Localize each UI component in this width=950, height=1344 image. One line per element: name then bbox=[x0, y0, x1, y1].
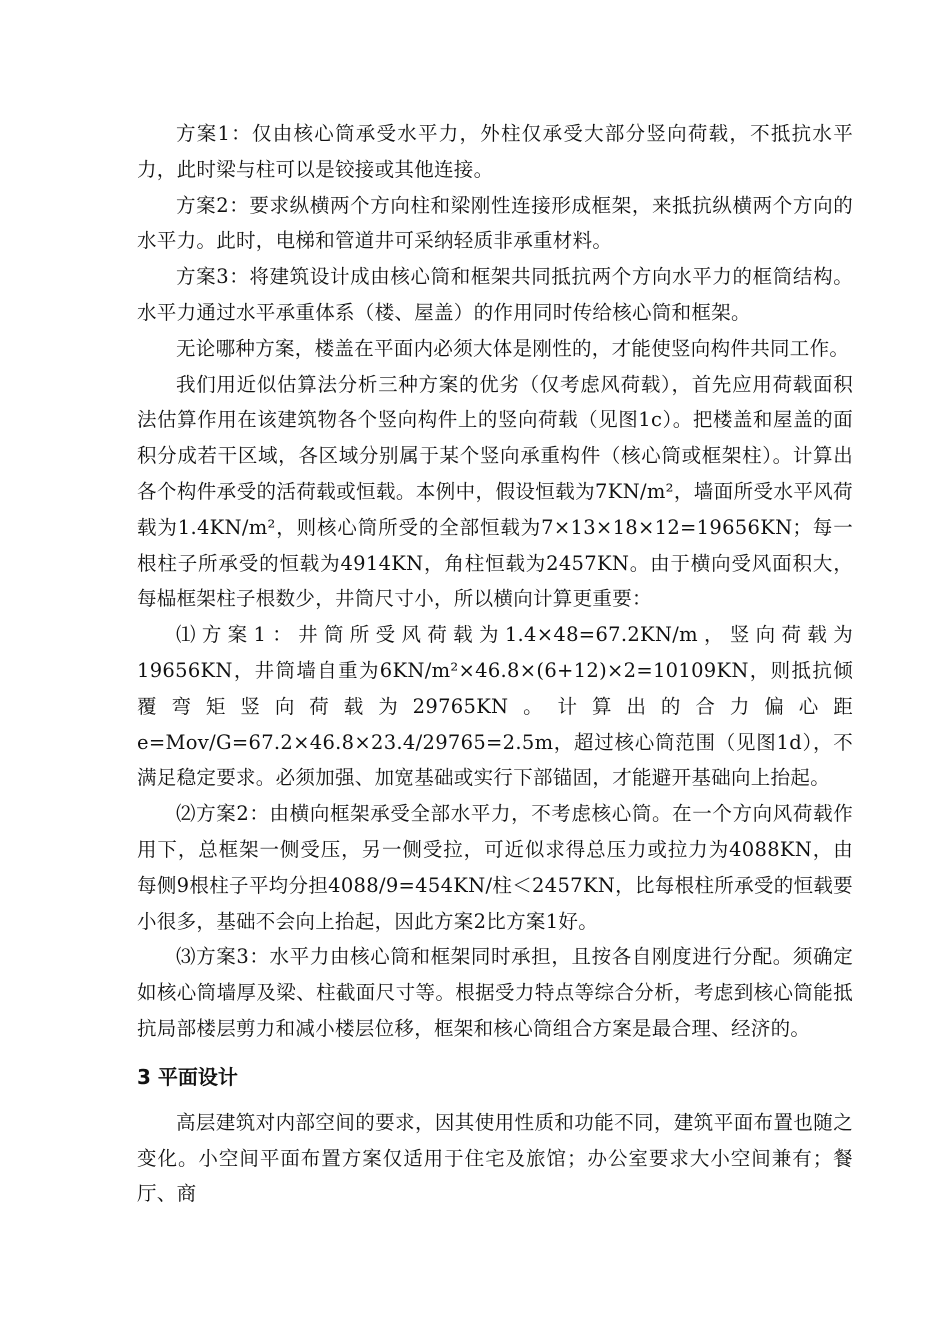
paragraph-analysis-scheme-3: ⑶方案3：水平力由核心筒和框架同时承担，且按各自刚度进行分配。须确定如核心筒墙厚及梁、柱截面尺寸等。根据受力特点等综合分析，考虑到核心筒能抵抗局部楼层剪力和减小楼层位移，框架和核心筒组合方案是最合理、经济的。 bbox=[137, 945, 853, 1040]
paragraph-floor-rigidity: 无论哪种方案，楼盖在平面内必须大体是刚性的，才能使竖向构件共同工作。 bbox=[176, 336, 850, 360]
document-body bbox=[137, 116, 853, 1212]
paragraph-plan-design: 高层建筑对内部空间的要求，因其使用性质和功能不同，建筑平面布置也随之变化。小空间平面布置方案仅适用于住宅及旅馆；办公室要求大小空间兼有；餐厅、商 bbox=[137, 1110, 853, 1206]
paragraph-load-estimation: 我们用近似估算法分析三种方案的优劣（仅考虑风荷载），首先应用荷载面积法估算作用在该建筑物各个竖向构件上的竖向荷载（见图1c）。把楼盖和屋盖的面积分成若干区域，各区域分别属于某个竖向承重构件（核心筒或框架柱）。计算出各个构件承受的活荷载或恒载。本例中，假设恒载为7KN/m²，墙面所受水平风荷载为1.4KN/m²，则核心筒所受的全部恒载为7×13×18×12=19656KN；每一根柱子所承受的恒载为4914KN，角柱恒载为2457KN。由于横向受风面积大，每榀框架柱子根数少，井筒尺寸小，所以横向计算更重要： bbox=[137, 372, 853, 611]
paragraph-scheme-1: 方案1：仅由核心筒承受水平力，外柱仅承受大部分竖向荷载，不抵抗水平力，此时梁与柱可以是铰接或其他连接。 bbox=[137, 122, 853, 181]
paragraph-analysis-scheme-2: ⑵方案2：由横向框架承受全部水平力，不考虑核心筒。在一个方向风荷载作用下，总框架一侧受压，另一侧受拉，可近似求得总压力或拉力为4088KN，由每侧9根柱子平均分担4088/9=454KN/柱＜2457KN，比每根柱所承受的恒载要小很多，基础不会向上抬起，因此方案2比方案1好。 bbox=[137, 802, 853, 933]
section-heading: 3 平面设计 bbox=[137, 1064, 238, 1089]
paragraph-scheme-3: 方案3：将建筑设计成由核心筒和框架共同抵抗两个方向水平力的框筒结构。水平力通过水平承重体系（楼、屋盖）的作用同时传给核心筒和框架。 bbox=[137, 265, 853, 324]
paragraph-analysis-scheme-1: ⑴方案1：井筒所受风荷载为1.4×48=67.2KN/m，竖向荷载为19656KN，井筒墙自重为6KN/m²×46.8×(6+12)×2=10109KN，则抵抗倾覆弯矩竖向荷载为29765KN。计算出的合力偏心距e=Mov/G=67.2×46.8×23.4/29765=2.5m，超过核心筒范围（见图1d），不满足稳定要求。必须加强、加宽基础或实行下部锚固，才能避开基础向上抬起。 bbox=[137, 623, 853, 790]
paragraph-scheme-2: 方案2：要求纵横两个方向柱和梁刚性连接形成框架，来抵抗纵横两个方向的水平力。此时，电梯和管道井可采纳轻质非承重材料。 bbox=[137, 193, 853, 253]
